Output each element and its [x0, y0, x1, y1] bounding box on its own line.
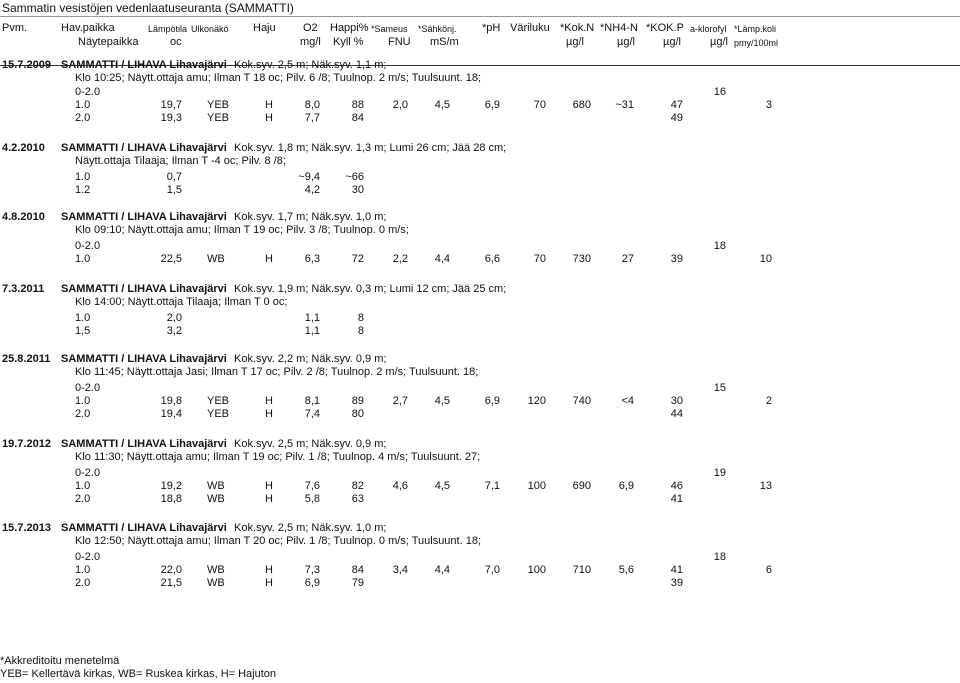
- sample-site: SAMMATTI / LIHAVA Lihavajärvi: [61, 283, 227, 295]
- sample-date: 4.8.2010: [2, 211, 45, 223]
- unit-o2: mg/l: [300, 36, 321, 48]
- cell-haju: H: [265, 253, 273, 265]
- cell-temp: 18,8: [160, 493, 182, 505]
- cell-depth: 2.0: [75, 112, 91, 124]
- unit-happi: Kyll %: [333, 36, 364, 48]
- measurement-row: [0, 577, 960, 590]
- cell-nh4: ~31: [615, 99, 634, 111]
- col-havpaikka: Hav.paikka: [61, 22, 115, 34]
- cell-happi: 80: [351, 408, 364, 420]
- cell-ph: 6,9: [484, 395, 500, 407]
- measurement-row: [0, 480, 960, 493]
- cell-kokp: 30: [670, 395, 683, 407]
- sample-site: SAMMATTI / LIHAVA Lihavajärvi: [61, 522, 227, 534]
- measurement-row: [0, 467, 960, 480]
- sample-depth-info: Kok.syv. 2,2 m; Näk.syv. 0,9 m;: [234, 353, 387, 365]
- cell-depth: 0-2.0: [75, 551, 101, 563]
- cell-happi: 72: [351, 253, 364, 265]
- sample-header-row: [0, 142, 960, 155]
- cell-haju: H: [265, 395, 273, 407]
- unit-nh4n: µg/l: [617, 36, 635, 48]
- measurement-row: [0, 112, 960, 125]
- report-title: Sammatin vesistöjen vedenlaatuseuranta (SAMMATTI): [0, 0, 960, 17]
- sample-date: 7.3.2011: [2, 283, 45, 295]
- cell-sameus: 3,4: [392, 564, 408, 576]
- measurement-row: [0, 99, 960, 112]
- cell-ulko: WB: [207, 480, 225, 492]
- sample-header-row: [0, 283, 960, 296]
- cell-happi: ~66: [345, 171, 364, 183]
- cell-temp: 22,5: [160, 253, 182, 265]
- cell-nh4: 6,9: [618, 480, 634, 492]
- cell-happi: 8: [357, 325, 364, 337]
- sample-note-row: [0, 155, 960, 168]
- cell-depth: 1.0: [75, 480, 91, 492]
- col-kokp: *KOK.P: [646, 22, 684, 34]
- cell-ulko: YEB: [207, 408, 230, 420]
- cell-koli: 13: [759, 480, 772, 492]
- cell-depth: 1.0: [75, 171, 91, 183]
- cell-kokn: 680: [572, 99, 591, 111]
- cell-haju: H: [265, 564, 273, 576]
- sample-header-row: [0, 438, 960, 451]
- cell-temp: 21,5: [160, 577, 182, 589]
- cell-nh4: <4: [621, 395, 634, 407]
- cell-o2: 8,1: [304, 395, 320, 407]
- sample-depth-info: Kok.syv. 1,9 m; Näk.syv. 0,3 m; Lumi 12 cm; Jää 25 cm;: [234, 283, 507, 295]
- unit-sameus: FNU: [388, 36, 411, 48]
- cell-koli: 6: [765, 564, 772, 576]
- cell-kokp: 41: [670, 564, 683, 576]
- sample-note-row: [0, 224, 960, 237]
- cell-haju: H: [265, 112, 273, 124]
- cell-vari: 70: [533, 253, 546, 265]
- sample-note-row: [0, 72, 960, 85]
- sample-site: SAMMATTI / LIHAVA Lihavajärvi: [61, 353, 227, 365]
- cell-kokn: 710: [572, 564, 591, 576]
- measurement-row: [0, 240, 960, 253]
- cell-kokp: 46: [670, 480, 683, 492]
- cell-sahko: 4,4: [434, 564, 450, 576]
- cell-depth: 1.0: [75, 564, 91, 576]
- cell-vari: 120: [527, 395, 546, 407]
- cell-temp: 22,0: [160, 564, 182, 576]
- cell-depth: 2.0: [75, 493, 91, 505]
- sample-header-row: [0, 211, 960, 224]
- cell-temp: 19,8: [160, 395, 182, 407]
- cell-ph: 6,6: [484, 253, 500, 265]
- unit-sahko: mS/m: [430, 36, 459, 48]
- sample-conditions: Klo 11:30; Näytt.ottaja amu; Ilman T 19 oc; Pilv. 1 /8; Tuulnop. 4 m/s; Tuulsuunt. 27;: [75, 451, 481, 463]
- sample-site: SAMMATTI / LIHAVA Lihavajärvi: [61, 438, 227, 450]
- measurement-row: [0, 325, 960, 338]
- sample-note-row: [0, 296, 960, 309]
- sample-note-row: [0, 451, 960, 464]
- unit-kokn: µg/l: [566, 36, 584, 48]
- col-nh4n: *NH4-N: [600, 22, 638, 34]
- cell-o2: 1,1: [304, 325, 320, 337]
- cell-haju: H: [265, 577, 273, 589]
- sample-date: 19.7.2012: [2, 438, 51, 450]
- cell-happi: 8: [357, 312, 364, 324]
- sample-site: SAMMATTI / LIHAVA Lihavajärvi: [61, 59, 227, 71]
- cell-koli: 3: [765, 99, 772, 111]
- cell-vari: 70: [533, 99, 546, 111]
- cell-o2: 8,0: [304, 99, 320, 111]
- unit-temp: oc: [170, 36, 182, 48]
- cell-depth: 1,5: [75, 325, 91, 337]
- cell-sahko: 4,4: [434, 253, 450, 265]
- col-klorofyl: a-klorofyl: [690, 24, 727, 34]
- sample-date: 25.8.2011: [2, 353, 51, 365]
- col-haju: Haju: [253, 22, 276, 34]
- cell-happi: 89: [351, 395, 364, 407]
- cell-happi: 84: [351, 564, 364, 576]
- cell-o2: 7,4: [304, 408, 320, 420]
- sample-conditions: Klo 10:25; Näytt.ottaja amu; Ilman T 18 oc; Pilv. 6 /8; Tuulnop. 2 m/s; Tuulsuunt. 18;: [75, 72, 482, 84]
- measurement-row: [0, 564, 960, 577]
- cell-depth: 1.2: [75, 184, 91, 196]
- sample-date: 15.7.2013: [2, 522, 51, 534]
- cell-depth: 0-2.0: [75, 467, 101, 479]
- measurement-row: [0, 312, 960, 325]
- sample-depth-info: Kok.syv. 1,8 m; Näk.syv. 1,3 m; Lumi 26 cm; Jää 28 cm;: [234, 142, 507, 154]
- cell-kokp: 39: [670, 253, 683, 265]
- cell-sahko: 4,5: [434, 480, 450, 492]
- cell-o2: 4,2: [304, 184, 320, 196]
- cell-sameus: 2,2: [392, 253, 408, 265]
- cell-koli: 2: [765, 395, 772, 407]
- footer-abbreviations: YEB= Kellertävä kirkas, WB= Ruskea kirkas, H= Hajuton: [0, 668, 277, 680]
- cell-sameus: 2,7: [392, 395, 408, 407]
- sample-header-row: [0, 353, 960, 366]
- col-sameus: *Sameus: [371, 24, 408, 34]
- legend-footer: [0, 655, 960, 681]
- cell-happi: 84: [351, 112, 364, 124]
- sample-conditions: Klo 11:45; Näytt.ottaja Jasi; Ilman T 17 oc; Pilv. 2 /8; Tuulnop. 2 m/s; Tuulsuunt. 18;: [75, 366, 479, 378]
- unit-klor: µg/l: [710, 36, 728, 48]
- cell-temp: 1,5: [166, 184, 182, 196]
- cell-ulko: YEB: [207, 395, 230, 407]
- cell-kokn: 690: [572, 480, 591, 492]
- col-naytepaikka: Näytepaikka: [78, 36, 139, 48]
- cell-o2: 7,3: [304, 564, 320, 576]
- cell-klor: 18: [713, 240, 726, 252]
- sample-header-row: [0, 59, 960, 72]
- cell-temp: 2,0: [166, 312, 182, 324]
- cell-temp: 19,2: [160, 480, 182, 492]
- cell-temp: 19,4: [160, 408, 182, 420]
- col-pvm: Pvm.: [2, 22, 28, 34]
- cell-ph: 6,9: [484, 99, 500, 111]
- col-variluku: Väriluku: [510, 22, 550, 34]
- cell-temp: 19,7: [160, 99, 182, 111]
- footer-accredited-note: *Akkreditoitu menetelmä: [0, 655, 120, 667]
- cell-haju: H: [265, 493, 273, 505]
- unit-kokp: µg/l: [663, 36, 681, 48]
- col-sahkonj: *Sähkönj.: [418, 24, 457, 34]
- sample-header-row: [0, 522, 960, 535]
- measurement-row: [0, 395, 960, 408]
- cell-haju: H: [265, 99, 273, 111]
- cell-kokn: 730: [572, 253, 591, 265]
- sample-conditions: Klo 09:10; Näytt.ottaja amu; Ilman T 19 oc; Pilv. 3 /8; Tuulnop. 0 m/s;: [75, 224, 409, 236]
- cell-nh4: 5,6: [618, 564, 634, 576]
- cell-ulko: WB: [207, 577, 225, 589]
- measurement-row: [0, 408, 960, 421]
- cell-o2: 7,7: [304, 112, 320, 124]
- sample-conditions: Klo 14:00; Näytt.ottaja Tilaaja; Ilman T 0 oc;: [75, 296, 288, 308]
- col-lampotila: Lämpötila: [148, 24, 188, 34]
- col-happi: Happi%: [330, 22, 369, 34]
- sample-date: 4.2.2010: [2, 142, 45, 154]
- cell-sahko: 4,5: [434, 99, 450, 111]
- sample-depth-info: Kok.syv. 1,7 m; Näk.syv. 1,0 m;: [234, 211, 387, 223]
- cell-klor: 15: [713, 382, 726, 394]
- col-ulkonako: Ulkonäkö: [191, 24, 229, 34]
- cell-temp: 0,7: [166, 171, 182, 183]
- measurement-row: [0, 382, 960, 395]
- cell-happi: 79: [351, 577, 364, 589]
- cell-happi: 82: [351, 480, 364, 492]
- cell-ulko: WB: [207, 253, 225, 265]
- cell-temp: 3,2: [166, 325, 182, 337]
- cell-depth: 0-2.0: [75, 382, 101, 394]
- cell-depth: 1.0: [75, 395, 91, 407]
- cell-depth: 0-2.0: [75, 86, 101, 98]
- cell-o2: 1,1: [304, 312, 320, 324]
- cell-klor: 16: [713, 86, 726, 98]
- cell-happi: 88: [351, 99, 364, 111]
- cell-kokn: 740: [572, 395, 591, 407]
- cell-klor: 19: [713, 467, 726, 479]
- cell-ph: 7,0: [484, 564, 500, 576]
- cell-depth: 1.0: [75, 253, 91, 265]
- col-kokn: *Kok.N: [560, 22, 595, 34]
- cell-sameus: 2,0: [392, 99, 408, 111]
- cell-ulko: WB: [207, 564, 225, 576]
- cell-happi: 30: [351, 184, 364, 196]
- sample-depth-info: Kok.syv. 2,5 m; Näk.syv. 1,0 m;: [234, 522, 387, 534]
- col-ph: *pH: [482, 22, 501, 34]
- sample-depth-info: Kok.syv. 2,5 m; Näk.syv. 0,9 m;: [234, 438, 387, 450]
- measurement-row: [0, 253, 960, 266]
- sample-site: SAMMATTI / LIHAVA Lihavajärvi: [61, 211, 227, 223]
- cell-depth: 1.0: [75, 99, 91, 111]
- cell-o2: ~9,4: [298, 171, 320, 183]
- measurement-row: [0, 171, 960, 184]
- cell-kokp: 41: [670, 493, 683, 505]
- cell-vari: 100: [527, 480, 546, 492]
- cell-ulko: YEB: [207, 99, 230, 111]
- sample-site: SAMMATTI / LIHAVA Lihavajärvi: [61, 142, 227, 154]
- cell-klor: 18: [713, 551, 726, 563]
- sample-note-row: [0, 366, 960, 379]
- cell-sameus: 4,6: [392, 480, 408, 492]
- cell-temp: 19,3: [160, 112, 182, 124]
- cell-koli: 10: [759, 253, 772, 265]
- cell-happi: 63: [351, 493, 364, 505]
- cell-o2: 6,3: [304, 253, 320, 265]
- cell-ph: 7,1: [484, 480, 500, 492]
- cell-kokp: 39: [670, 577, 683, 589]
- cell-haju: H: [265, 480, 273, 492]
- measurement-row: [0, 86, 960, 99]
- cell-kokp: 47: [670, 99, 683, 111]
- sample-conditions: Näytt.ottaja Tilaaja; Ilman T -4 oc; Pilv. 8 /8;: [75, 155, 286, 167]
- measurement-row: [0, 551, 960, 564]
- cell-haju: H: [265, 408, 273, 420]
- cell-ulko: WB: [207, 493, 225, 505]
- cell-kokp: 44: [670, 408, 683, 420]
- cell-o2: 5,8: [304, 493, 320, 505]
- measurement-row: [0, 493, 960, 506]
- cell-depth: 1.0: [75, 312, 91, 324]
- sample-depth-info: Kok.syv. 2,5 m; Näk.syv. 1,1 m;: [234, 59, 387, 71]
- cell-nh4: 27: [621, 253, 634, 265]
- cell-kokp: 49: [670, 112, 683, 124]
- cell-o2: 7,6: [304, 480, 320, 492]
- sample-date: 15.7.2009: [2, 59, 51, 71]
- cell-depth: 2.0: [75, 408, 91, 420]
- cell-depth: 0-2.0: [75, 240, 101, 252]
- sample-conditions: Klo 12:50; Näytt.ottaja amu; Ilman T 20 oc; Pilv. 1 /8; Tuulnop. 0 m/s; Tuulsuunt. 18;: [75, 535, 482, 547]
- cell-o2: 6,9: [304, 577, 320, 589]
- measurement-row: [0, 184, 960, 197]
- unit-koli: pmy/100ml: [734, 38, 779, 48]
- sample-note-row: [0, 535, 960, 548]
- col-lampkoli: *Lämp.koli: [734, 24, 777, 34]
- cell-sahko: 4,5: [434, 395, 450, 407]
- cell-vari: 100: [527, 564, 546, 576]
- col-o2: O2: [303, 22, 318, 34]
- cell-depth: 2.0: [75, 577, 91, 589]
- cell-ulko: YEB: [207, 112, 230, 124]
